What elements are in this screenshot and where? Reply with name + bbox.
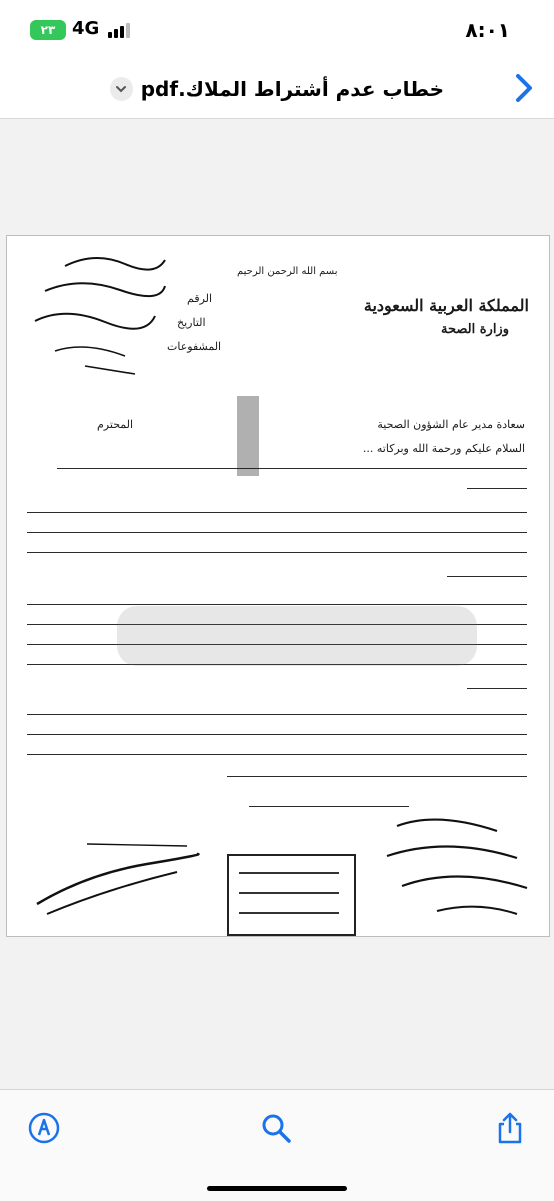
kingdom-heading: المملكة العربية السعودية [363,296,529,315]
handwriting-bottom-right [377,796,537,926]
back-button[interactable] [508,70,540,106]
addressee-line: سعادة مدير عام الشؤون الصحية [377,418,525,431]
battery-icon: ٢٣ [30,20,66,40]
markup-button[interactable] [26,1110,62,1146]
navigation-bar [0,60,554,119]
stamp-line-1 [239,872,339,874]
search-button[interactable] [258,1110,294,1146]
receipt-stamp [227,854,356,936]
signature-left [27,834,207,924]
home-indicator[interactable] [207,1186,347,1191]
search-icon [258,1110,294,1146]
field-number-label: الرقم [187,292,213,305]
status-bar [0,0,554,60]
title-area[interactable] [110,74,444,104]
chevron-right-icon [508,70,540,106]
stamp-line-3 [239,912,339,914]
share-icon [492,1110,528,1146]
salutation-line: السلام عليكم ورحمة الله وبركاته ... [362,442,525,455]
field-attachments-label: المشفوعات [167,340,222,353]
basmala: بسم الله الرحمن الرحيم [237,266,338,277]
ministry-heading: وزارة الصحة [441,322,509,337]
bottom-toolbar [0,1089,554,1201]
scan-smudge-2 [237,396,259,476]
share-button[interactable] [492,1110,528,1146]
status-time: ٨:٠١ [465,18,510,42]
markup-icon [26,1110,62,1146]
scan-smudge [117,606,477,666]
network-label: 4G [72,18,100,39]
field-date-label: التاريخ [177,316,206,329]
document-title: خطاب عدم أشتراط الملاك.pdf [140,77,444,101]
handwriting-top-left [25,246,175,386]
chevron-down-icon[interactable] [110,77,133,101]
signal-icon [108,22,132,38]
scanned-letter [6,235,550,937]
document-viewer[interactable] [0,119,554,1089]
respected-label: المحترم [97,418,134,431]
stamp-line-2 [239,892,339,894]
